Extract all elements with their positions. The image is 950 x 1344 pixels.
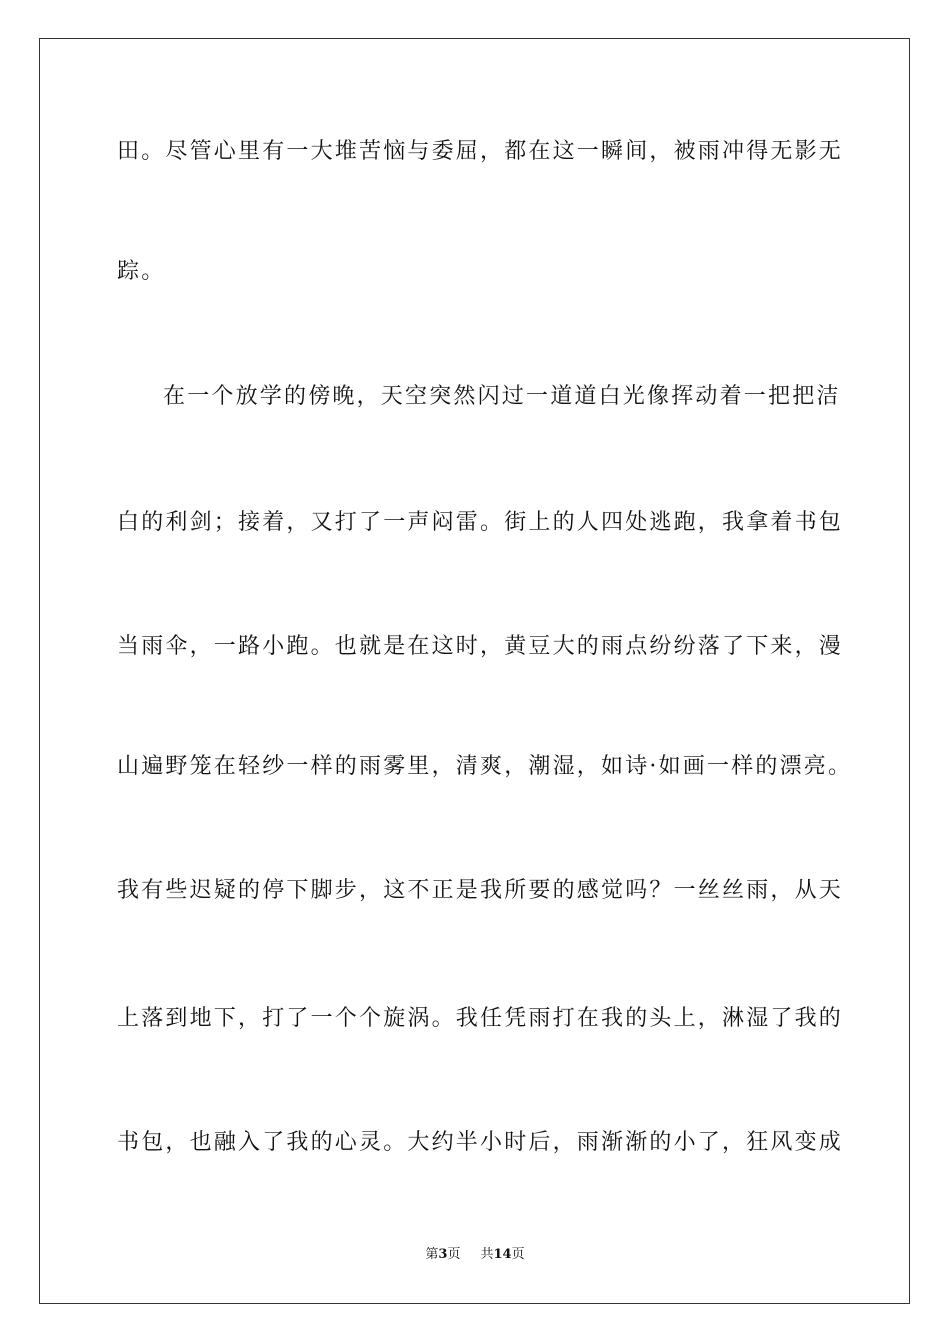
text-line-1: 田。尽管心里有一大堆苦恼与委屈，都在这一瞬间，被雨冲得无影无 bbox=[117, 139, 844, 164]
text-line-4: 白的利剑；接着，又打了一声闷雷。街上的人四处逃跑，我拿着书包 bbox=[117, 510, 844, 535]
total-suffix: 页 bbox=[511, 1247, 525, 1262]
text-line-2: 踪。 bbox=[117, 259, 166, 284]
text-line-7: 我有些迟疑的停下脚步，这不正是我所要的感觉吗？一丝丝雨，从天 bbox=[117, 878, 844, 903]
text-line-6: 山遍野笼在轻纱一样的雨雾里，清爽，潮湿，如诗·如画一样的漂亮。 bbox=[117, 754, 853, 779]
text-line-8: 上落到地下，打了一个个旋涡。我任凭雨打在我的头上，淋湿了我的 bbox=[117, 1006, 844, 1031]
text-line-5: 当雨伞，一路小跑。也就是在这时，黄豆大的雨点纷纷落了下来，漫 bbox=[117, 634, 844, 659]
text-line-3: 在一个放学的傍晚，天空突然闪过一道道白光像挥动着一把把洁 bbox=[163, 384, 841, 409]
page-suffix: 页 bbox=[447, 1247, 461, 1262]
page-number: 3 bbox=[438, 1247, 448, 1262]
page-footer bbox=[0, 1246, 950, 1264]
total-prefix: 共 bbox=[480, 1247, 494, 1262]
page-prefix: 第 bbox=[425, 1247, 439, 1262]
text-line-9: 书包，也融入了我的心灵。大约半小时后，雨渐渐的小了，狂风变成 bbox=[117, 1130, 844, 1155]
page-border bbox=[39, 38, 910, 1304]
total-pages: 14 bbox=[493, 1247, 512, 1262]
